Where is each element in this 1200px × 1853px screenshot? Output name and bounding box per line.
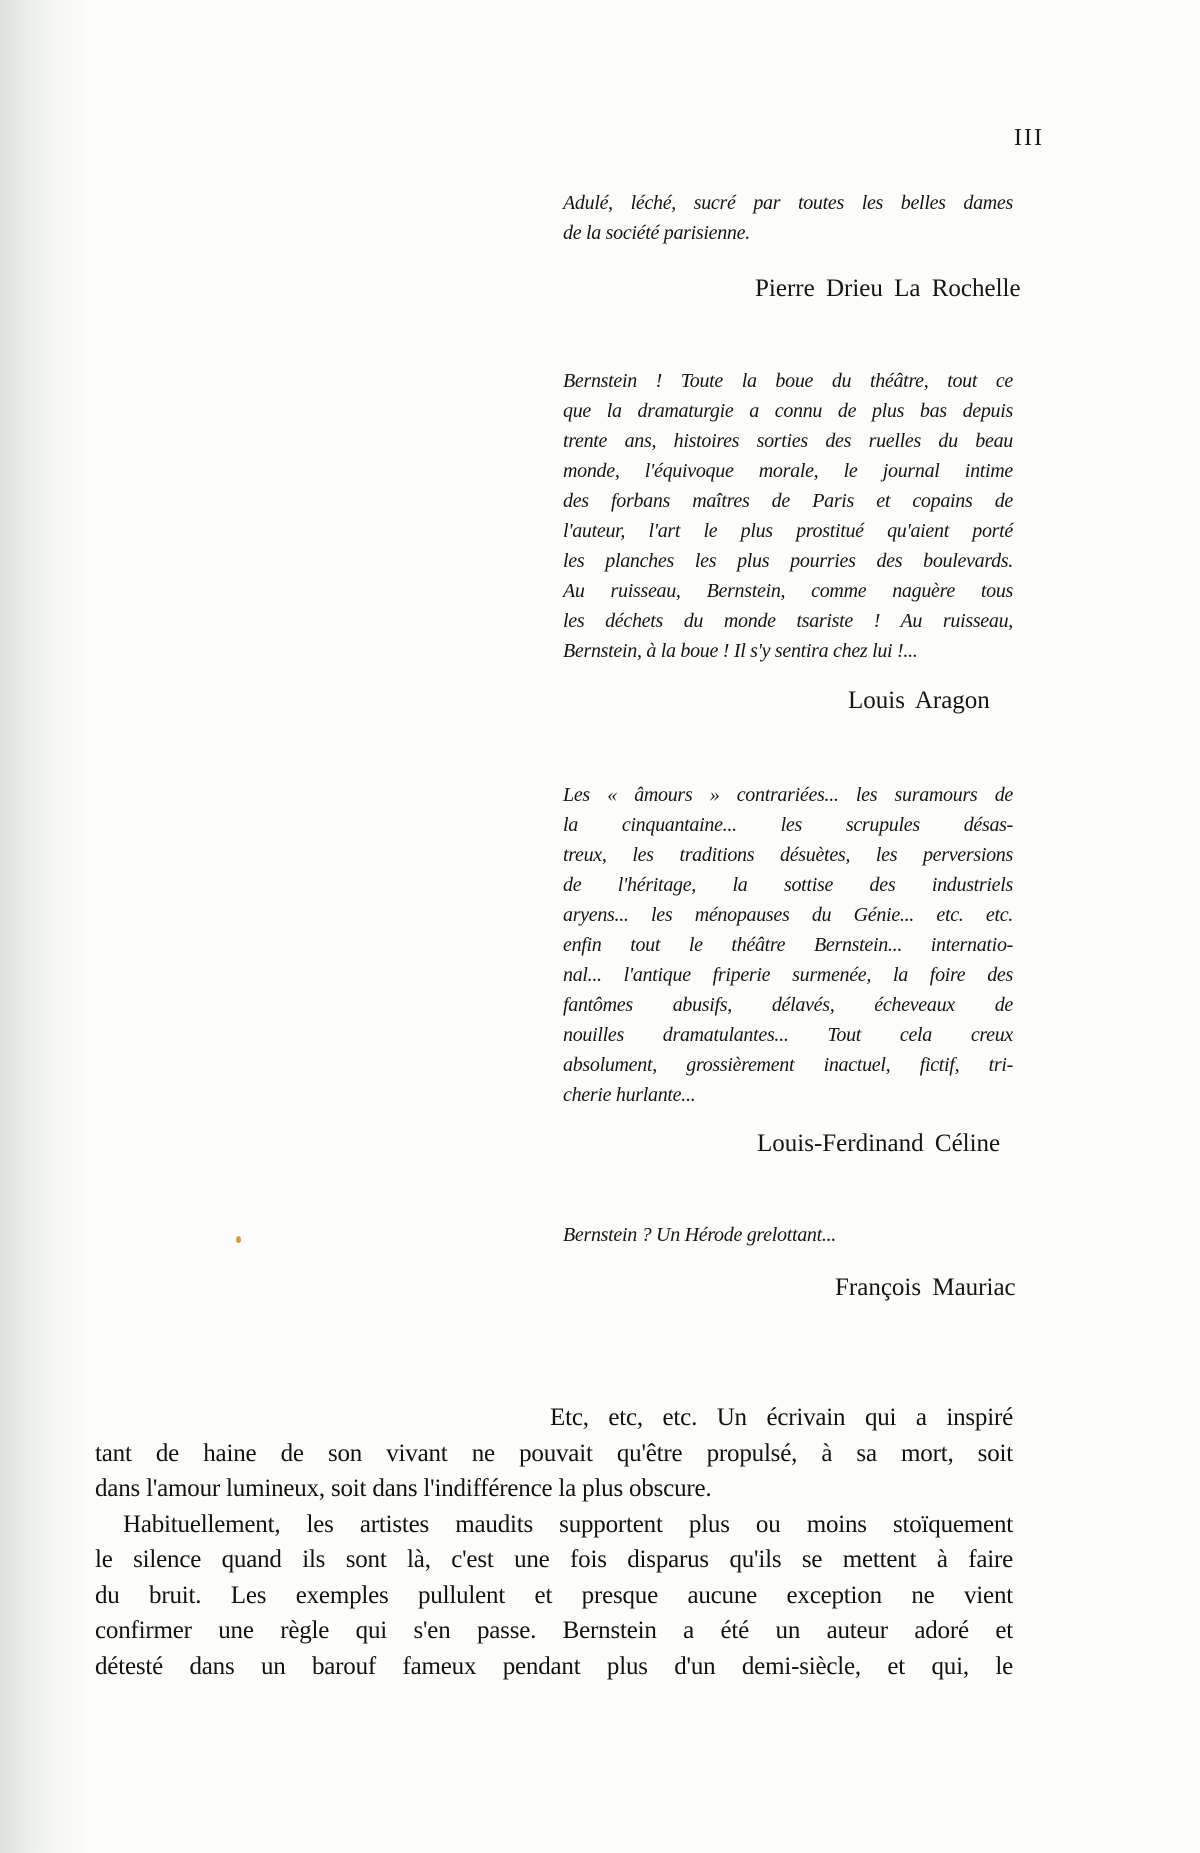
text-line: la cinquantaine... les scrupules désas- [563, 814, 1013, 836]
text-line: détesté dans un barouf fameux pendant plus d'un demi-siècle, et qui, le [95, 1652, 1013, 1680]
text-line: fantômes abusifs, délavés, écheveaux de [563, 994, 1013, 1016]
text-line: des forbans maîtres de Paris et copains de [563, 490, 1013, 512]
epigraph-author-mauriac: François Mauriac [835, 1274, 1016, 1301]
text-line: l'auteur, l'art le plus prostitué qu'aient porté [563, 520, 1013, 542]
body-text [95, 1400, 1013, 1684]
text-line: de la société parisienne. [563, 222, 750, 244]
text-line: les déchets du monde tsariste ! Au ruisseau, [563, 610, 1013, 632]
text-line: monde, l'équivoque morale, le journal intime [563, 460, 1013, 482]
foxing-spot [236, 1236, 241, 1243]
text-line: le silence quand ils sont là, c'est une fois disparus qu'ils se mettent à faire [95, 1546, 1013, 1573]
text-line: trente ans, histoires sorties des ruelles du beau [563, 430, 1013, 452]
text-line: de l'héritage, la sottise des industriels [563, 874, 1013, 896]
text-line: Bernstein, à la boue ! Il s'y sentira chez lui !... [563, 640, 918, 662]
page-number: III [1014, 125, 1044, 151]
text-line: Au ruisseau, Bernstein, comme naguère tous [563, 580, 1013, 602]
epigraph-quote-mauriac [563, 1220, 1013, 1250]
text-line: aryens... les ménopauses du Génie... etc. etc. [563, 904, 1013, 926]
text-line: les planches les plus pourries des boulevards. [563, 550, 1013, 572]
epigraph-quote-drieu [563, 188, 1013, 248]
epigraph-quote-aragon [563, 366, 1013, 666]
text-line: Etc, etc, etc. Un écrivain qui a inspiré [550, 1404, 1013, 1431]
text-line: du bruit. Les exemples pullulent et presque aucune exception ne vient [95, 1581, 1013, 1609]
text-line: confirmer une règle qui s'en passe. Bernstein a été un auteur adoré et [95, 1617, 1013, 1644]
text-line: dans l'amour lumineux, soit dans l'indifférence la plus obscure. [95, 1475, 712, 1502]
text-line: que la dramaturgie a connu de plus bas depuis [563, 400, 1013, 422]
body-paragraph-1 [95, 1400, 1013, 1507]
text-line: tant de haine de son vivant ne pouvait qu'être propulsé, à sa mort, soit [95, 1439, 1013, 1467]
text-line: cherie hurlante... [563, 1084, 696, 1106]
text-line: nal... l'antique friperie surmenée, la foire des [563, 964, 1013, 986]
text-line: Bernstein ! Toute la boue du théâtre, tout ce [563, 370, 1013, 392]
text-line: Bernstein ? Un Hérode grelottant... [563, 1224, 836, 1246]
body-paragraph-2 [95, 1507, 1013, 1685]
epigraph-author-celine: Louis-Ferdinand Céline [757, 1130, 1001, 1157]
text-line: treux, les traditions désuètes, les perversions [563, 844, 1013, 866]
text-line: enfin tout le théâtre Bernstein... internatio- [563, 934, 1013, 956]
epigraph-quote-celine [563, 780, 1013, 1110]
text-line: absolument, grossièrement inactuel, fictif, tri- [563, 1054, 1013, 1076]
text-line: Adulé, léché, sucré par toutes les belles dames [563, 192, 1013, 214]
text-line: Les « âmours » contrariées... les suramours de [563, 784, 1013, 806]
text-line: nouilles dramatulantes... Tout cela creux [563, 1024, 1013, 1046]
text-line: Habituellement, les artistes maudits supportent plus ou moins stoïquement [123, 1510, 1013, 1538]
epigraph-author-drieu: Pierre Drieu La Rochelle [755, 275, 1021, 302]
page-gutter-shadow [0, 0, 90, 1853]
epigraph-author-aragon: Louis Aragon [848, 687, 990, 714]
